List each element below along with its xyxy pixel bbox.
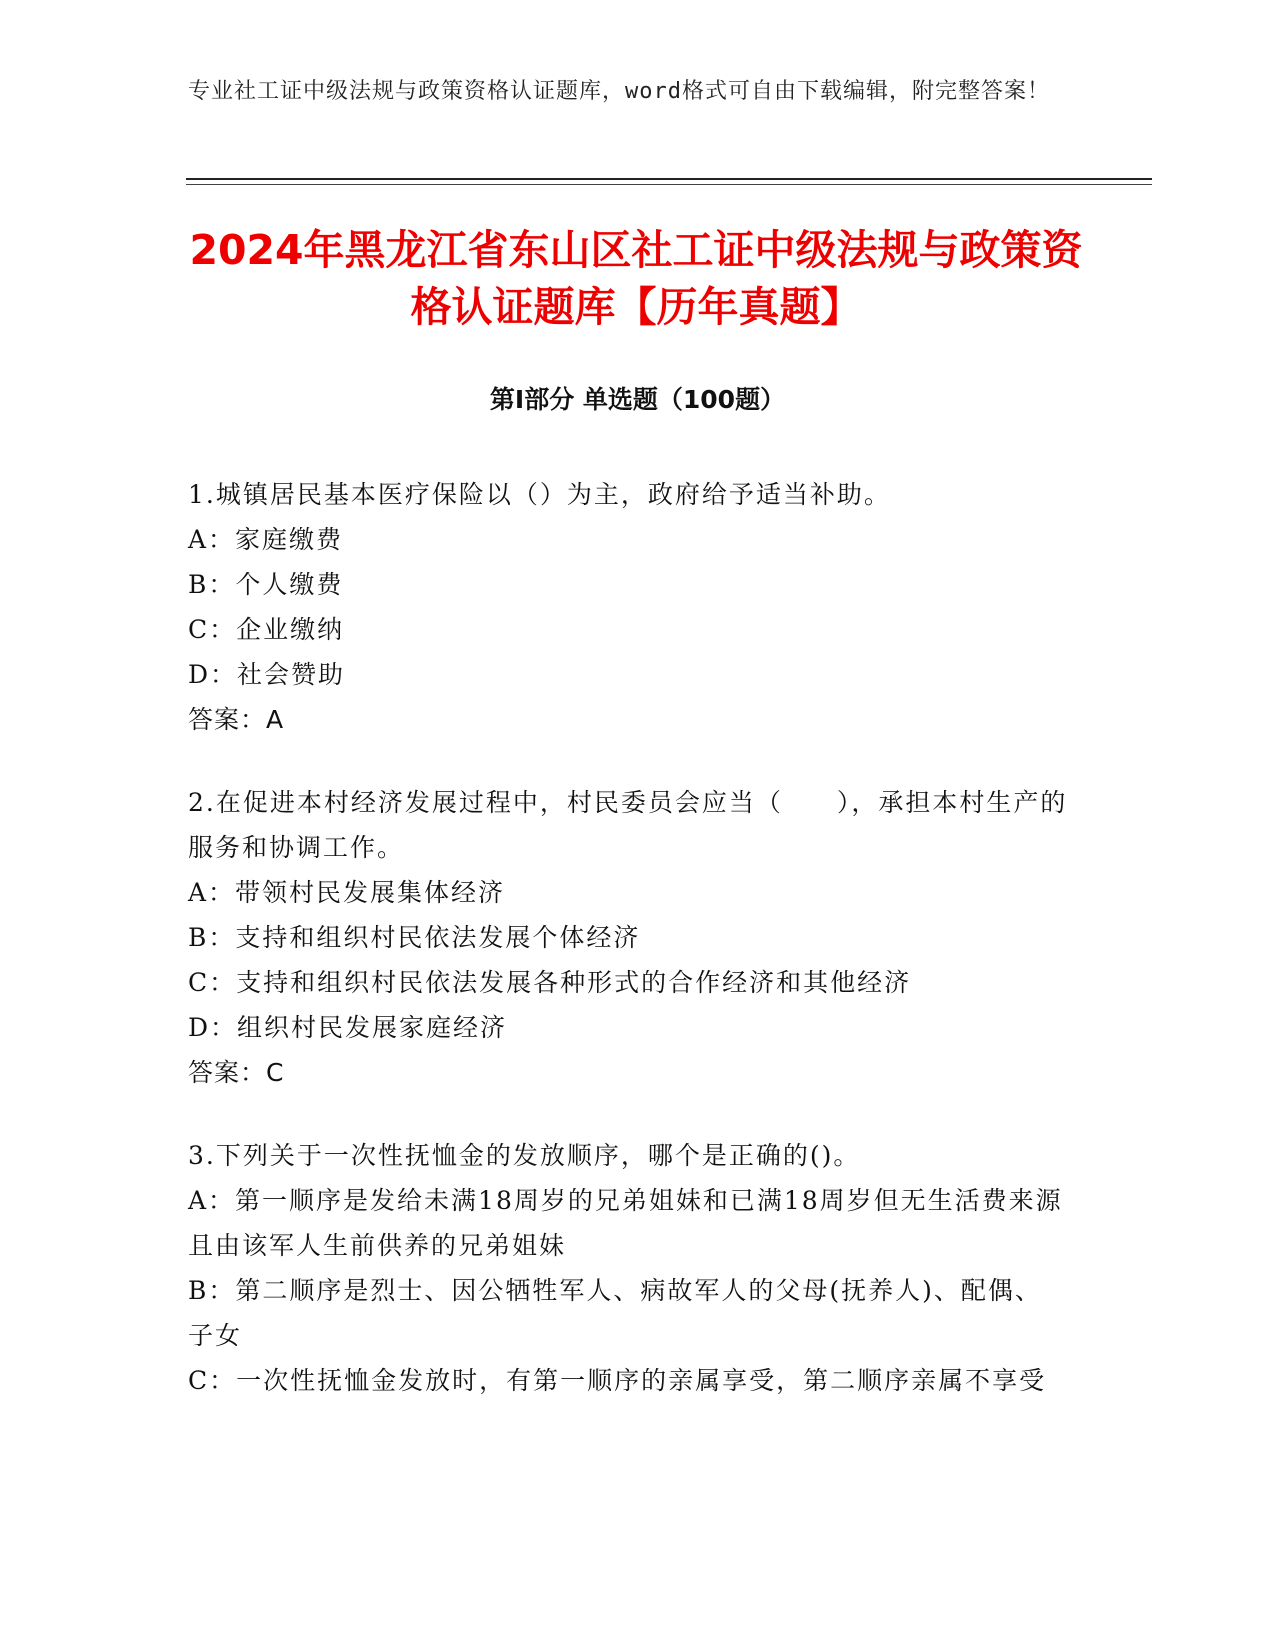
question-stem: 3.下列关于一次性抚恤金的发放顺序，哪个是正确的()。 bbox=[188, 1141, 861, 1170]
option-d: D：组织村民发展家庭经济 bbox=[188, 1013, 508, 1042]
question-list bbox=[188, 472, 1068, 1441]
document-title: 2024年黑龙江省东山区社工证中级法规与政策资格认证题库【历年真题】 bbox=[189, 226, 1083, 331]
question-2 bbox=[188, 780, 1068, 1095]
question-stem: 1.城镇居民基本医疗保险以（）为主，政府给予适当补助。 bbox=[188, 480, 891, 509]
question-1 bbox=[188, 472, 1068, 742]
option-a: A：带领村民发展集体经济 bbox=[188, 878, 506, 907]
option-c: C：一次性抚恤金发放时，有第一顺序的亲属享受，第二顺序亲属不享受 bbox=[188, 1366, 1047, 1395]
option-a: A：第一顺序是发给未满18周岁的兄弟姐妹和已满18周岁但无生活费来源且由该军人生前供养的兄弟姐妹 bbox=[188, 1186, 1063, 1260]
option-b: B：第二顺序是烈士、因公牺牲军人、病故军人的父母(抚养人)、配偶、子女 bbox=[188, 1276, 1042, 1350]
option-c: C：企业缴纳 bbox=[188, 615, 345, 644]
answer-line: 答案：C bbox=[188, 1058, 285, 1087]
option-c: C：支持和组织村民依法发展各种形式的合作经济和其他经济 bbox=[188, 968, 912, 997]
option-a: A：家庭缴费 bbox=[188, 525, 344, 554]
question-stem: 2.在促进本村经济发展过程中，村民委员会应当（ ），承担本村生产的服务和协调工作。 bbox=[188, 788, 1068, 862]
option-b: B：支持和组织村民依法发展个体经济 bbox=[188, 923, 641, 952]
option-d: D：社会赞助 bbox=[188, 660, 346, 689]
answer-line: 答案：A bbox=[188, 705, 285, 734]
section-title: 第Ⅰ部分 单选题（100题） bbox=[489, 385, 786, 414]
option-b: B：个人缴费 bbox=[188, 570, 344, 599]
header-rule-thin bbox=[186, 184, 1152, 185]
header-rule-thick bbox=[186, 178, 1152, 180]
question-3 bbox=[188, 1133, 1068, 1403]
header-note: 专业社工证中级法规与政策资格认证题库，word格式可自由下载编辑，附完整答案！ bbox=[188, 79, 1050, 104]
